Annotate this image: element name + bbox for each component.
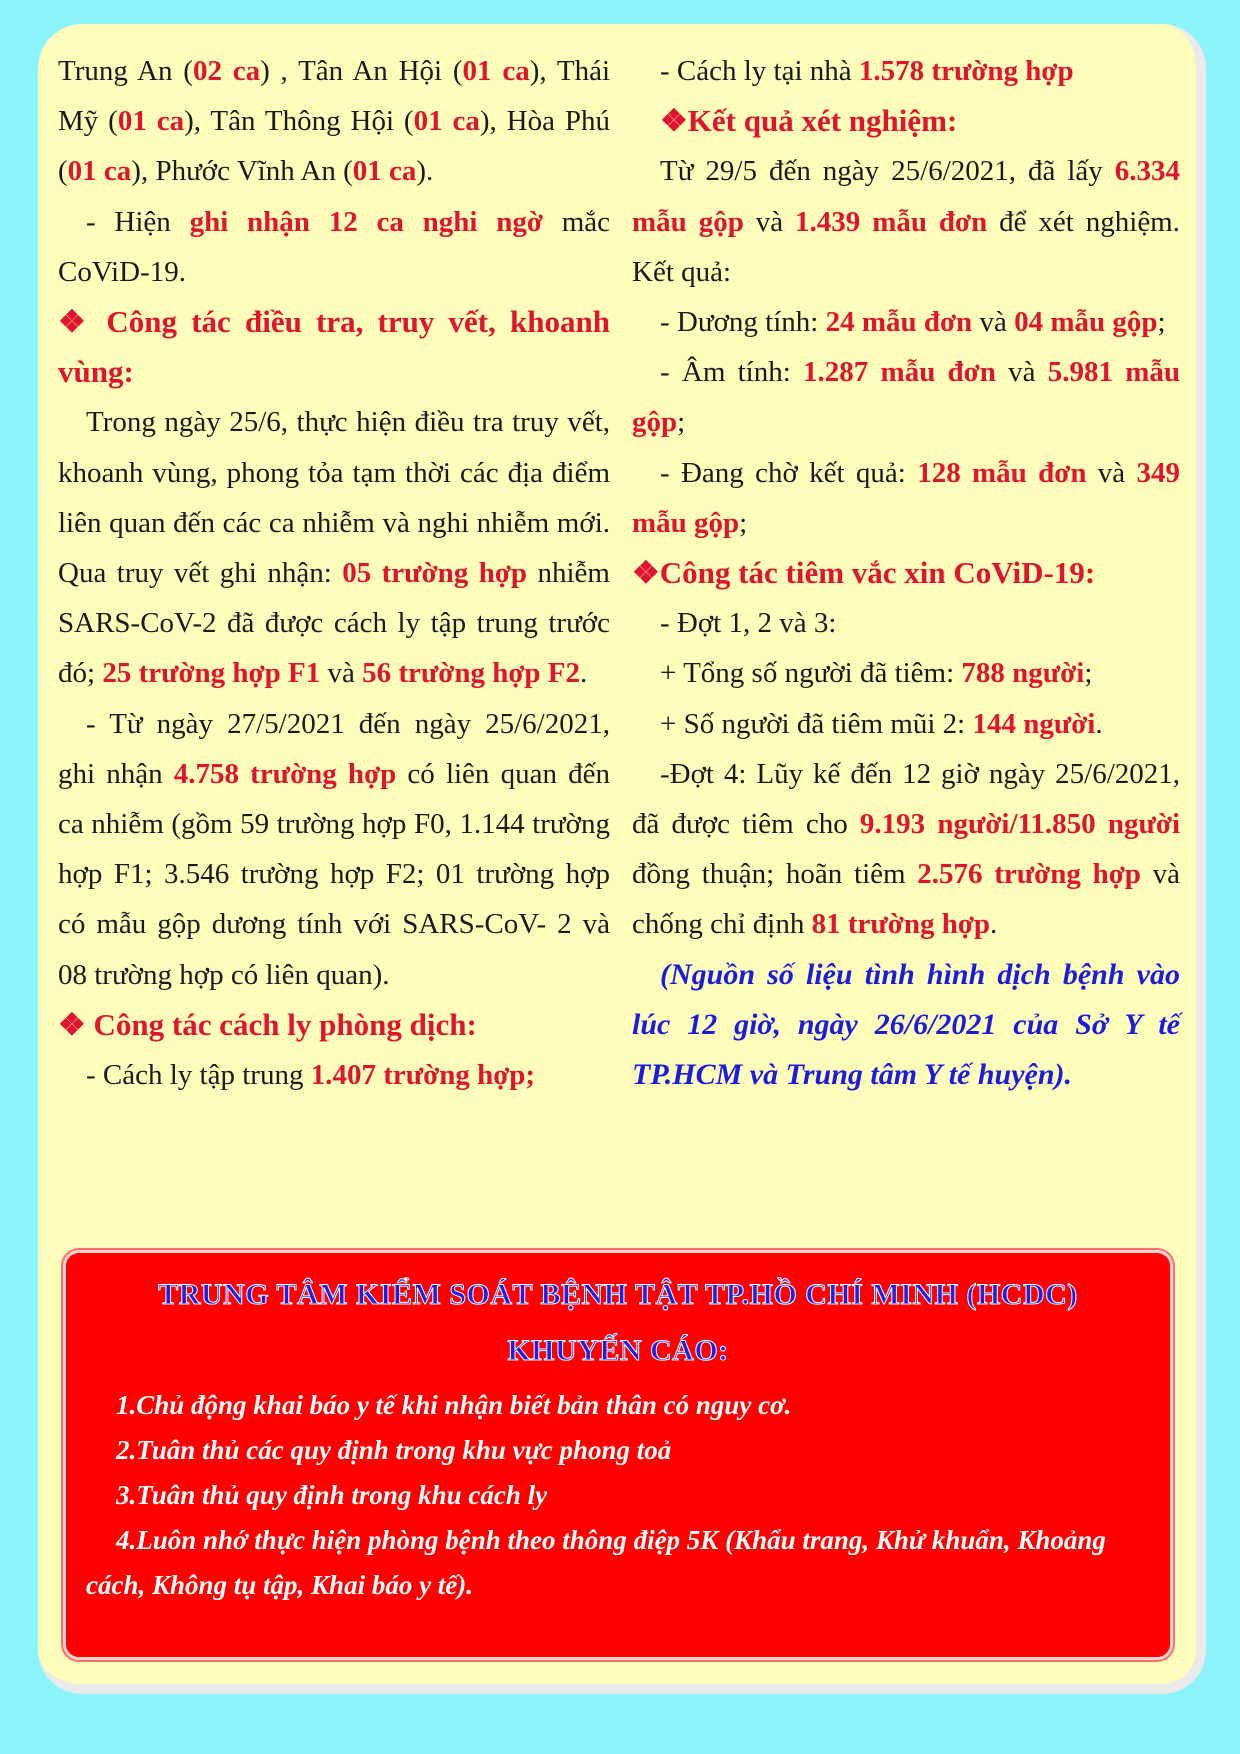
highlighted-text: 24 mẫu đơn — [825, 306, 973, 339]
text-run: ; — [1084, 657, 1093, 690]
paragraph — [58, 1050, 610, 1100]
paragraph — [632, 648, 1180, 698]
text-run: . — [990, 908, 998, 941]
highlighted-text: 56 trường hợp F2 — [362, 657, 580, 690]
recommendation-banner — [63, 1250, 1173, 1660]
highlighted-text: 788 người — [961, 657, 1085, 690]
highlighted-text: 01 ca — [462, 55, 530, 87]
highlighted-text: ghi nhận 12 ca nghi ngờ — [189, 205, 543, 238]
paragraph — [632, 46, 1180, 96]
paragraph — [632, 448, 1180, 548]
text-run: - Cách ly tập trung — [86, 1059, 311, 1092]
text-run: - Đang chờ kết quả: — [660, 456, 918, 489]
text-run: ; — [677, 406, 686, 439]
text-run: để xét nghiệm. Kết quả: — [632, 205, 1180, 288]
highlighted-text: 01 ca — [117, 105, 185, 138]
highlighted-text: 2.576 trường hợp — [917, 858, 1141, 891]
text-run: đồng thuận; hoãn tiêm — [632, 858, 918, 891]
banner-list — [86, 1383, 1150, 1608]
list-item: 4.Luôn nhớ thực hiện phòng bệnh theo thông điệp 5K (Khẩu trang, Khử khuẩn, Khoảng cách, Không tụ tập, Khai báo y tế). — [86, 1525, 1106, 1600]
banner-subtitle: KHUYẾN CÁO: — [507, 1334, 729, 1367]
text-run: có liên quan đến ca nhiễm (gồm 59 trường hợp F0, 1.144 trường hợp F1; 3.546 trường hợp F2; 01 trường hợp có mẫu gộp dương tính với SARS-CoV- 2 và 08 trường hợp có liên quan). — [58, 757, 610, 991]
section-heading: ❖ Công tác cách ly phòng dịch: — [58, 1006, 477, 1042]
text-run: và — [995, 356, 1048, 389]
text-run: ), Phước Vĩnh An ( — [131, 155, 353, 188]
highlighted-text: 128 mẫu đơn — [917, 456, 1087, 489]
highlighted-text: 1.439 mẫu đơn — [795, 205, 988, 238]
text-run: và — [972, 306, 1015, 339]
text-run: . — [580, 657, 588, 690]
highlighted-text: 01 ca — [413, 105, 480, 138]
highlighted-text: 4.758 trường hợp — [173, 757, 397, 790]
paragraph — [632, 347, 1180, 447]
text-run: ), Hòa Phú ( — [58, 105, 610, 188]
text-run: Trung An ( — [58, 55, 193, 87]
banner-title: TRUNG TÂM KIỂM SOÁT BỆNH TẬT TP.HỒ CHÍ MINH (HCDC) — [158, 1278, 1078, 1311]
text-run: -Đợt 4: Lũy kế đến 12 giờ ngày 25/6/2021, đã được tiêm cho — [632, 757, 1180, 841]
paragraph — [632, 297, 1180, 347]
text-run: - Âm tính: — [660, 356, 804, 389]
highlighted-text: 9.193 người/11.850 người — [859, 808, 1180, 841]
highlighted-text: 01 ca — [352, 155, 417, 188]
text-run: Từ 29/5 đến ngày 25/6/2021, đã lấy — [660, 155, 1115, 188]
text-run: ), Tân Thông Hội ( — [184, 105, 414, 138]
source-note: (Nguồn số liệu tình hình dịch bệnh vào lúc 12 giờ, ngày 26/6/2021 của Sở Y tế TP.HCM và Trung tâm Y tế huyện). — [632, 957, 1180, 1092]
text-run: và — [320, 657, 363, 690]
section-heading: ❖Kết quả xét nghiệm: — [660, 103, 958, 139]
highlighted-text: 25 trường hợp F1 — [102, 657, 321, 690]
paragraph — [58, 46, 610, 197]
text-run: - Từ ngày 27/5/2021 đến ngày 25/6/2021, ghi nhận — [58, 707, 610, 790]
text-run: ). — [416, 155, 434, 188]
highlighted-text: 144 người — [972, 707, 1096, 740]
highlighted-text: 1.287 mẫu đơn — [803, 356, 996, 389]
list-item: 3.Tuân thủ quy định trong khu cách ly — [116, 1480, 548, 1510]
paragraph — [632, 598, 1180, 648]
paragraph — [632, 146, 1180, 297]
text-run: và — [743, 205, 796, 238]
text-run: Trong ngày 25/6, thực hiện điều tra truy vết, khoanh vùng, phong tỏa tạm thời các địa điểm liên quan đến các ca nhiễm và nghi nhiễm mới. Qua truy vết ghi nhận: — [58, 406, 610, 590]
highlighted-text: 81 trường hợp — [811, 908, 991, 941]
text-run: - Cách ly tại nhà — [660, 55, 859, 87]
paragraph — [632, 699, 1180, 749]
text-run: . — [1095, 707, 1103, 740]
highlighted-text: 01 ca — [67, 155, 132, 188]
text-run: - Dương tính: — [660, 306, 826, 339]
paragraph — [58, 699, 610, 1000]
highlighted-text: 02 ca — [192, 55, 261, 87]
text-run: ) , Tân An Hội ( — [260, 55, 463, 87]
list-item: 2.Tuân thủ các quy định trong khu vực phong toả — [116, 1435, 672, 1465]
text-run: ; — [1157, 306, 1166, 339]
text-run: và chống chỉ định — [632, 858, 1180, 941]
highlighted-text: 6.334 mẫu gộp — [632, 155, 1180, 238]
text-run: + Số người đã tiêm mũi 2: — [660, 707, 973, 740]
text-run: - Đợt 1, 2 và 3: — [660, 607, 837, 640]
section-heading: ❖ Công tác điều tra, truy vết, khoanh vùng: — [58, 304, 610, 390]
highlighted-text: 349 mẫu gộp — [632, 456, 1180, 539]
highlighted-text: 04 mẫu gộp — [1014, 306, 1158, 339]
left-column — [58, 46, 610, 1100]
text-run: + Tổng số người đã tiêm: — [660, 657, 962, 690]
text-run: - Hiện — [86, 205, 190, 238]
highlighted-text: 1.578 trường hợp — [858, 55, 1074, 87]
right-column — [632, 46, 1180, 1100]
text-run: ), Thái Mỹ ( — [58, 55, 611, 138]
text-run: nhiễm SARS-CoV-2 đã được cách ly tập trung trước đó; — [58, 557, 610, 690]
text-run: ; — [739, 506, 748, 539]
list-item: 1.Chủ động khai báo y tế khi nhận biết bản thân có nguy cơ. — [116, 1390, 792, 1420]
text-run: mắc CoViD-19. — [58, 205, 610, 288]
highlighted-text: 05 trường hợp — [342, 557, 528, 590]
text-run: và — [1086, 456, 1137, 489]
paragraph — [58, 197, 610, 297]
paragraph — [58, 397, 610, 698]
highlighted-text: 1.407 trường hợp; — [310, 1059, 536, 1092]
highlighted-text: 5.981 mẫu gộp — [632, 356, 1180, 439]
section-heading: ❖Công tác tiêm vắc xin CoViD-19: — [632, 555, 1096, 591]
paragraph — [632, 749, 1180, 950]
